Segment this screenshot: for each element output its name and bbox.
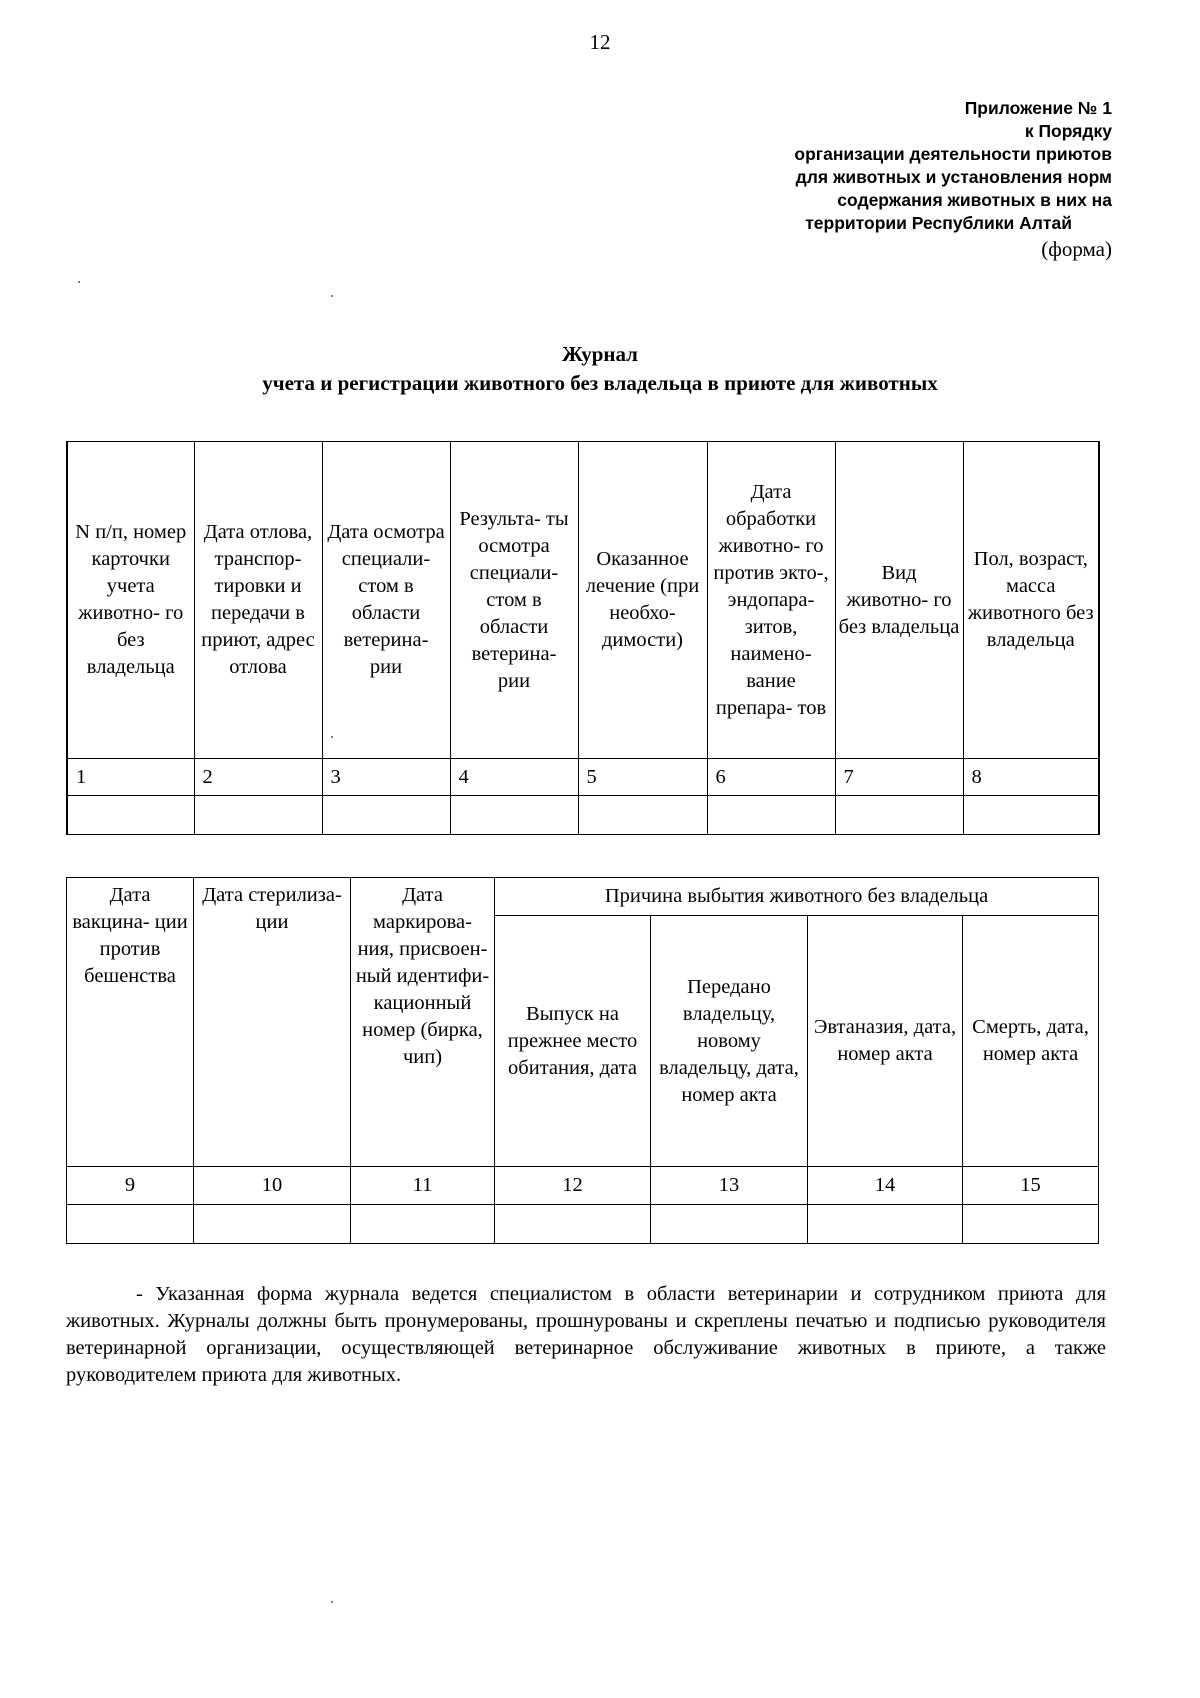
header-cell: Дата отлова, транспор- тировки и передачи в приют, адрес отлова <box>194 442 322 759</box>
appendix-line: Приложение № 1 <box>964 98 1112 118</box>
column-number: 8 <box>963 759 1099 796</box>
journal-table-part-2 <box>66 877 1099 1244</box>
appendix-header <box>592 97 1112 263</box>
empty-cell <box>578 796 707 835</box>
footnote-paragraph: - Указанная форма журнала ведется специалистом в области ветеринарии и сотрудником приюта для животных. Журналы должны быть пронумерованы, прошнурованы и скреплены печатью и подписью руководителя ветеринарной организации, осуществляющей ветеринарное обслуживание животных в приюте, а также руководителем приюта для животных. <box>66 1283 1106 1386</box>
column-number: 4 <box>450 759 578 796</box>
appendix-line: к Порядку <box>1024 121 1112 141</box>
title-line-2: учета и регистрации животного без владельца в приюте для животных <box>262 371 938 395</box>
column-number: 14 <box>808 1167 963 1205</box>
column-number: 13 <box>651 1167 808 1205</box>
empty-cell <box>495 1205 651 1244</box>
column-number: 7 <box>835 759 963 796</box>
empty-cell <box>194 1205 351 1244</box>
empty-cell <box>963 796 1099 835</box>
appendix-line: для животных и установления норм <box>795 167 1112 187</box>
header-cell: Оказанное лечение (при необхо- димости) <box>578 442 707 759</box>
empty-cell <box>707 796 835 835</box>
scan-speck <box>331 736 333 738</box>
empty-cell <box>835 796 963 835</box>
header-cell: Дата маркирова- ния, присвоен- ный идентифи- кационный номер (бирка, чип) <box>351 878 495 1167</box>
header-cell: Вид животно- го без владельца <box>835 442 963 759</box>
column-number: 9 <box>67 1167 194 1205</box>
column-number: 11 <box>351 1167 495 1205</box>
empty-cell <box>808 1205 963 1244</box>
table-row <box>67 1205 1099 1244</box>
title-line-1: Журнал <box>562 342 638 366</box>
header-cell: Дата стерилиза- ции <box>194 878 351 1167</box>
header-cell: N п/п, номер карточки учета животно- го без владельца <box>67 442 194 759</box>
header-cell: Выпуск на прежнее место обитания, дата <box>495 916 651 1167</box>
scan-speck <box>331 1601 333 1603</box>
column-number: 5 <box>578 759 707 796</box>
column-number: 15 <box>963 1167 1099 1205</box>
column-number: 1 <box>67 759 194 796</box>
header-cell: Результа- ты осмотра специали- стом в области ветерина- рии <box>450 442 578 759</box>
empty-cell <box>450 796 578 835</box>
empty-cell <box>67 796 194 835</box>
scan-speck <box>78 281 80 283</box>
appendix-line: территории Республики Алтай <box>805 213 1072 233</box>
header-cell: Пол, возраст, масса животного без владельца <box>963 442 1099 759</box>
column-number: 12 <box>495 1167 651 1205</box>
appendix-line: организации деятельности приютов <box>794 144 1112 164</box>
header-cell: Дата обработки животно- го против экто-, эндопара- зитов, наимено- вание препара- тов <box>707 442 835 759</box>
header-cell: Дата вакцина- ции против бешенства <box>67 878 194 1167</box>
empty-cell <box>194 796 322 835</box>
header-cell: Смерть, дата, номер акта <box>963 916 1099 1167</box>
column-number: 6 <box>707 759 835 796</box>
column-number: 3 <box>322 759 450 796</box>
appendix-line: содержания животных в них на <box>837 190 1112 210</box>
header-cell: Передано владельцу, новому владельцу, дата, номер акта <box>651 916 808 1167</box>
scan-speck <box>331 295 333 297</box>
journal-table-part-1 <box>66 441 1100 835</box>
empty-cell <box>351 1205 495 1244</box>
column-number: 2 <box>194 759 322 796</box>
header-cell: Дата осмотра специали- стом в области ветерина- рии <box>322 442 450 759</box>
empty-cell <box>67 1205 194 1244</box>
column-number: 10 <box>194 1167 351 1205</box>
document-title <box>0 340 1200 398</box>
page-number: 12 <box>589 30 611 54</box>
empty-cell <box>963 1205 1099 1244</box>
header-cell: Эвтаназия, дата, номер акта <box>808 916 963 1167</box>
table-row <box>67 796 1099 835</box>
empty-cell <box>651 1205 808 1244</box>
group-header-cell: Причина выбытия животного без владельца <box>495 878 1099 916</box>
form-note: (форма) <box>1041 237 1112 261</box>
empty-cell <box>322 796 450 835</box>
